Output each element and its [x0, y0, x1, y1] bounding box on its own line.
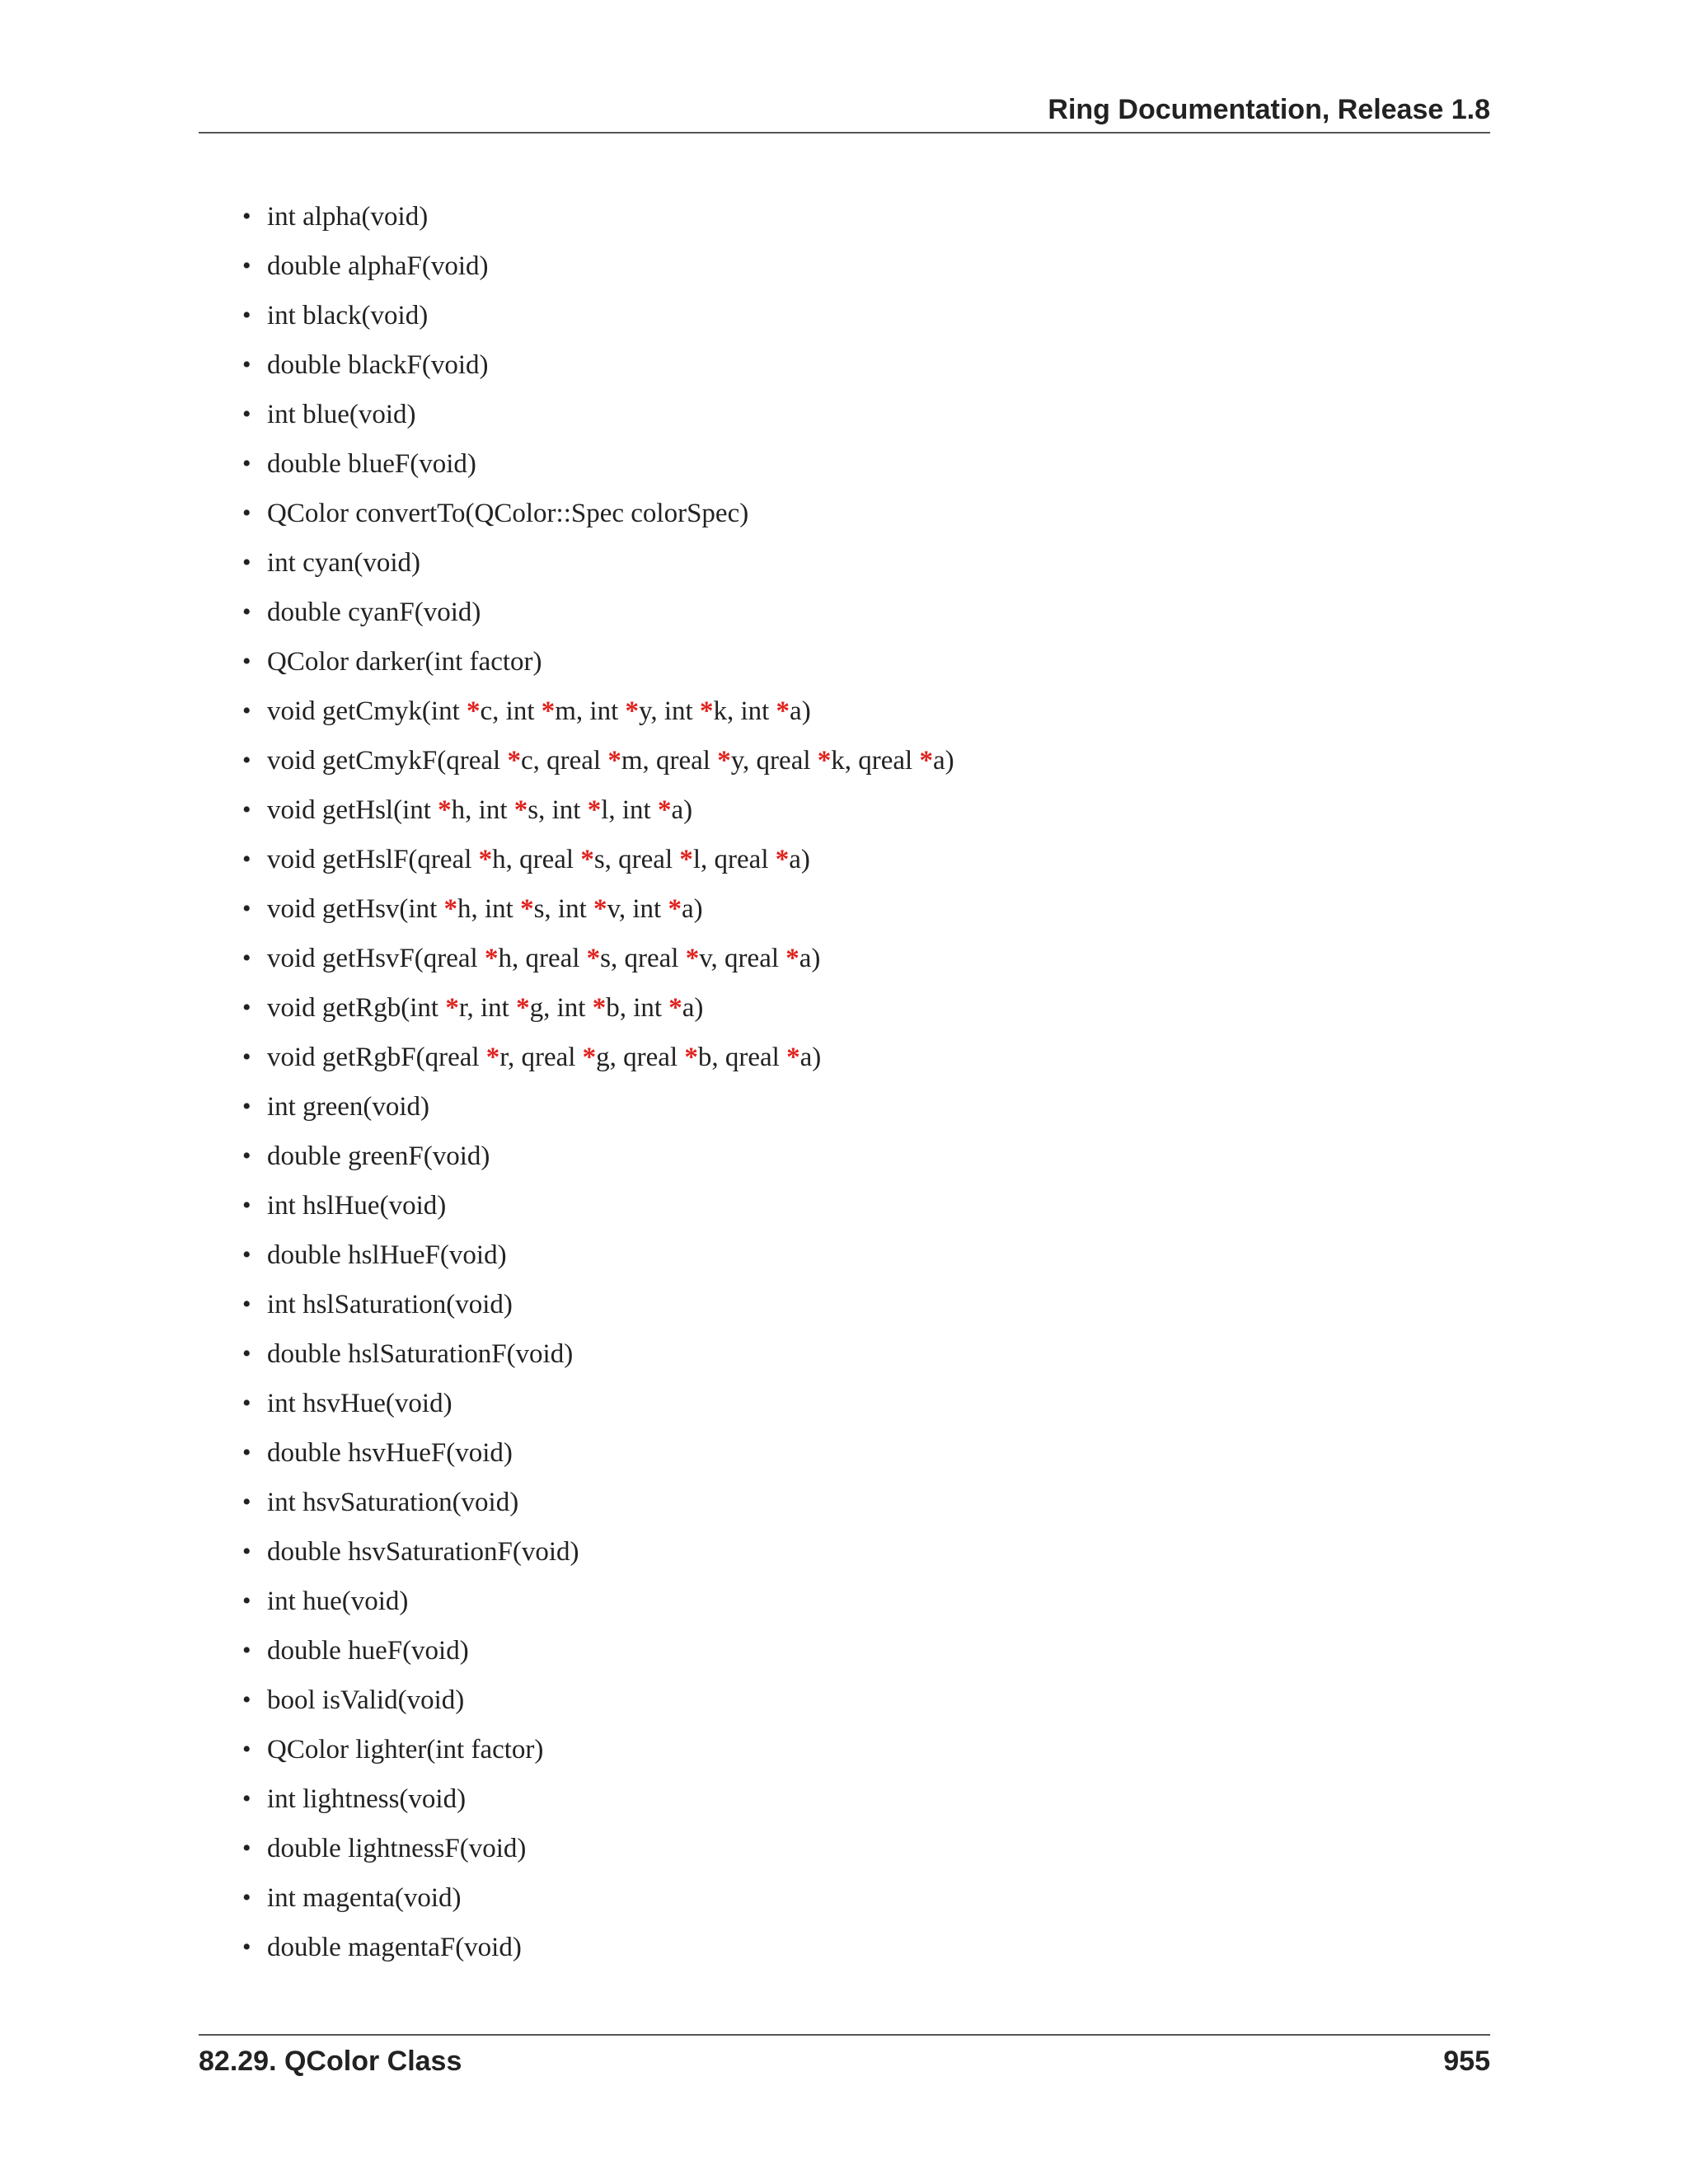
method-item	[239, 1828, 954, 1877]
method-text: double hueF(void)	[267, 1636, 469, 1666]
method-item	[239, 641, 954, 691]
method-text: double alphaF(void)	[267, 251, 489, 281]
method-text: double hsvHueF(void)	[267, 1438, 513, 1468]
method-item	[239, 246, 954, 295]
pointer-star: *	[586, 944, 601, 973]
pointer-star: *	[478, 845, 493, 874]
method-text: void getHsv(int	[267, 894, 444, 924]
method-text: s, int	[533, 894, 594, 924]
method-text: QColor lighter(int factor)	[267, 1735, 544, 1765]
method-text: r, qreal	[499, 1043, 583, 1072]
pointer-star: *	[445, 993, 459, 1023]
pointer-star: *	[513, 795, 528, 825]
method-item	[239, 1531, 954, 1581]
page-number: 955	[1443, 2046, 1490, 2077]
pointer-star: *	[438, 795, 452, 825]
pointer-star: *	[684, 1043, 698, 1072]
bullet-icon: •	[242, 401, 251, 428]
bullet-icon: •	[242, 1192, 251, 1219]
method-text: void getCmykF(qreal	[267, 746, 508, 776]
method-item	[239, 394, 954, 443]
method-text: void getHsvF(qreal	[267, 944, 485, 973]
method-text: a)	[932, 746, 954, 776]
method-item	[239, 839, 954, 888]
pointer-star: *	[607, 746, 621, 776]
pointer-star: *	[443, 894, 457, 924]
method-item	[239, 344, 954, 394]
method-text: double magentaF(void)	[267, 1933, 522, 1962]
bullet-icon: •	[242, 1686, 251, 1713]
bullet-icon: •	[242, 1439, 251, 1466]
bullet-icon: •	[242, 203, 251, 230]
document-title: Ring Documentation, Release 1.8	[1048, 94, 1490, 125]
method-item	[239, 1383, 954, 1432]
bullet-icon: •	[242, 796, 251, 823]
bullet-icon: •	[242, 1538, 251, 1565]
bullet-icon: •	[242, 1043, 251, 1071]
bullet-icon: •	[242, 1736, 251, 1763]
bullet-icon: •	[242, 1291, 251, 1318]
method-text: a)	[671, 795, 693, 825]
pointer-star: *	[484, 944, 499, 973]
method-item	[239, 1877, 954, 1927]
method-text: double cyanF(void)	[267, 598, 481, 627]
pointer-star: *	[685, 944, 700, 973]
method-text: bool isValid(void)	[267, 1685, 465, 1715]
method-text: m, int	[555, 696, 626, 726]
method-text: int cyan(void)	[267, 548, 421, 578]
method-item	[239, 1729, 954, 1779]
pointer-star: *	[775, 845, 790, 874]
method-item	[239, 196, 954, 246]
method-item	[239, 1185, 954, 1235]
method-text: int lightness(void)	[267, 1784, 467, 1814]
section-title: 82.29. QColor Class	[199, 2046, 462, 2077]
method-text: void getHsl(int	[267, 795, 438, 825]
method-item	[239, 1086, 954, 1136]
bullet-icon: •	[242, 598, 251, 626]
method-text: g, int	[529, 993, 593, 1023]
method-text: h, int	[457, 894, 521, 924]
pointer-star: *	[625, 696, 639, 726]
method-text: void getRgb(int	[267, 993, 446, 1023]
bullet-icon: •	[242, 1488, 251, 1516]
method-item	[239, 1581, 954, 1630]
method-text: int hsvSaturation(void)	[267, 1488, 519, 1517]
method-text: a)	[799, 944, 821, 973]
pointer-star: *	[919, 746, 933, 776]
method-text: int hslHue(void)	[267, 1191, 447, 1221]
pointer-star: *	[580, 845, 594, 874]
bullet-icon: •	[242, 747, 251, 774]
method-text: QColor convertTo(QColor::Spec colorSpec)	[267, 499, 749, 528]
pointer-star: *	[593, 894, 607, 924]
pointer-star: *	[699, 696, 714, 726]
pointer-star: *	[717, 746, 731, 776]
bullet-icon: •	[242, 450, 251, 477]
method-text: QColor darker(int factor)	[267, 647, 542, 677]
method-text: int black(void)	[267, 301, 429, 330]
method-item	[239, 691, 954, 740]
page-footer	[199, 2034, 1490, 2085]
pointer-star: *	[786, 1043, 800, 1072]
method-text: v, int	[607, 894, 668, 924]
method-text: l, qreal	[692, 845, 776, 874]
method-text: int magenta(void)	[267, 1883, 462, 1913]
pointer-star: *	[582, 1043, 597, 1072]
method-text: double blackF(void)	[267, 350, 489, 380]
pointer-star: *	[587, 795, 602, 825]
method-item	[239, 888, 954, 938]
method-text: b, qreal	[697, 1043, 787, 1072]
method-item	[239, 1680, 954, 1729]
method-text: s, qreal	[600, 944, 686, 973]
pointer-star: *	[657, 795, 672, 825]
method-text: int green(void)	[267, 1092, 430, 1122]
method-text: double blueF(void)	[267, 449, 476, 479]
method-item	[239, 1235, 954, 1284]
method-text: c, qreal	[520, 746, 608, 776]
bullet-icon: •	[242, 351, 251, 378]
bullet-icon: •	[242, 1933, 251, 1961]
pointer-star: *	[679, 845, 693, 874]
pointer-star: *	[516, 993, 530, 1023]
method-text: l, int	[601, 795, 658, 825]
method-item	[239, 1630, 954, 1680]
method-text: a)	[790, 696, 811, 726]
bullet-icon: •	[242, 499, 251, 527]
method-item	[239, 542, 954, 592]
page-header	[199, 92, 1490, 134]
method-item	[239, 1779, 954, 1828]
method-text: h, int	[451, 795, 514, 825]
bullet-icon: •	[242, 1835, 251, 1862]
method-text: k, int	[713, 696, 776, 726]
method-item	[239, 1037, 954, 1086]
pointer-star: *	[541, 696, 556, 726]
method-text: a)	[789, 845, 810, 874]
pointer-star: *	[668, 894, 682, 924]
method-text: a)	[799, 1043, 822, 1072]
method-text: a)	[681, 894, 703, 924]
bullet-icon: •	[242, 1884, 251, 1911]
method-text: y, int	[639, 696, 700, 726]
pointer-star: *	[520, 894, 534, 924]
method-text: void getRgbF(qreal	[267, 1043, 486, 1072]
method-item	[239, 1927, 954, 1976]
method-item	[239, 1136, 954, 1185]
method-text: int hslSaturation(void)	[267, 1290, 513, 1319]
bullet-icon: •	[242, 944, 251, 972]
method-text: int alpha(void)	[267, 202, 429, 232]
bullet-icon: •	[242, 1587, 251, 1615]
bullet-icon: •	[242, 1142, 251, 1169]
bullet-icon: •	[242, 846, 251, 873]
method-text: s, int	[528, 795, 588, 825]
bullet-icon: •	[242, 895, 251, 922]
method-item	[239, 938, 954, 987]
method-item	[239, 493, 954, 542]
bullet-icon: •	[242, 549, 251, 576]
method-item	[239, 740, 954, 790]
bullet-icon: •	[242, 1340, 251, 1367]
method-text: double hslSaturationF(void)	[267, 1339, 574, 1369]
method-item	[239, 1284, 954, 1333]
method-text: h, qreal	[498, 944, 587, 973]
method-text: y, qreal	[730, 746, 818, 776]
method-text: double lightnessF(void)	[267, 1834, 527, 1863]
method-item	[239, 1432, 954, 1482]
method-text: int hue(void)	[267, 1586, 409, 1616]
method-text: int hsvHue(void)	[267, 1389, 452, 1418]
bullet-icon: •	[242, 302, 251, 329]
pointer-star: *	[467, 696, 481, 726]
method-text: void getCmyk(int	[267, 696, 467, 726]
pointer-star: *	[817, 746, 832, 776]
method-text: r, int	[458, 993, 517, 1023]
method-text: double greenF(void)	[267, 1141, 490, 1171]
pointer-star: *	[485, 1043, 500, 1072]
method-text: v, qreal	[699, 944, 786, 973]
method-text: double hslHueF(void)	[267, 1240, 507, 1270]
method-text: double hsvSaturationF(void)	[267, 1537, 579, 1567]
bullet-icon: •	[242, 1093, 251, 1120]
method-list	[239, 196, 954, 1976]
method-text: k, qreal	[831, 746, 920, 776]
bullet-icon: •	[242, 697, 251, 724]
method-text: s, qreal	[593, 845, 680, 874]
pointer-star: *	[785, 944, 799, 973]
bullet-icon: •	[242, 1637, 251, 1664]
method-item	[239, 1482, 954, 1531]
pointer-star: *	[592, 993, 607, 1023]
bullet-icon: •	[242, 648, 251, 675]
method-item	[239, 790, 954, 839]
method-text: int blue(void)	[267, 400, 416, 429]
bullet-icon: •	[242, 1390, 251, 1417]
pointer-star: *	[776, 696, 790, 726]
pointer-star: *	[668, 993, 682, 1023]
bullet-icon: •	[242, 1241, 251, 1268]
method-text: void getHslF(qreal	[267, 845, 479, 874]
bullet-icon: •	[242, 1785, 251, 1812]
method-text: c, int	[480, 696, 542, 726]
method-text: b, int	[606, 993, 669, 1023]
method-text: m, qreal	[621, 746, 718, 776]
bullet-icon: •	[242, 994, 251, 1021]
bullet-icon: •	[242, 252, 251, 279]
pointer-star: *	[507, 746, 521, 776]
method-item	[239, 592, 954, 641]
method-item	[239, 987, 954, 1037]
method-item	[239, 1333, 954, 1383]
method-text: h, qreal	[492, 845, 581, 874]
method-text: g, qreal	[596, 1043, 685, 1072]
method-item	[239, 443, 954, 493]
method-item	[239, 295, 954, 344]
method-text: a)	[682, 993, 704, 1023]
